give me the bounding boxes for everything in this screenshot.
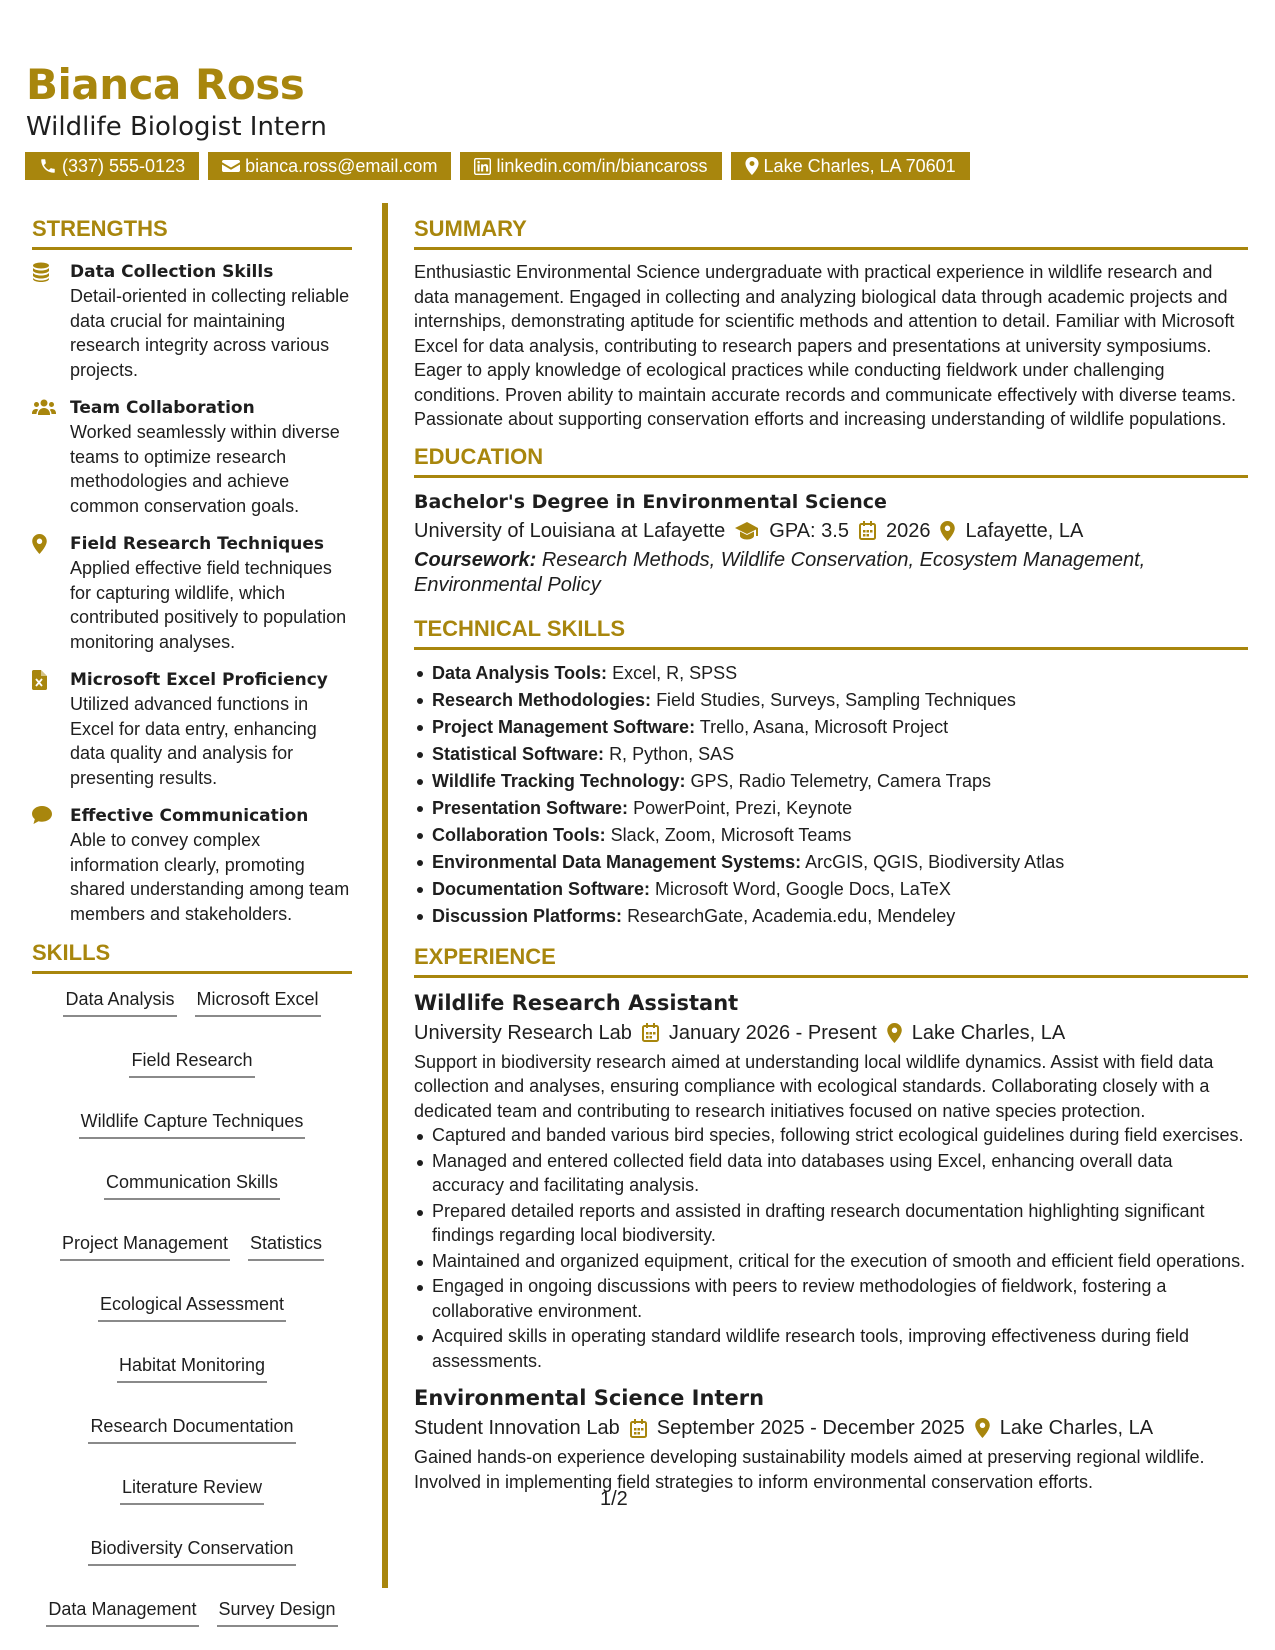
map-pin-icon: [940, 521, 955, 541]
summary-text: Enthusiastic Environmental Science undergraduate with practical experience in wildlife research and data management. Engaged in collecting and analyzing biological data through academic projects and internships, demonstrating aptitude for scientific methods and attention to detail. Familiar with Microsoft Excel for data analysis, contributing to research papers and presentations at university symposiums. Eager to apply knowledge of ecological practices while conducting fieldwork under challenging conditions. Proven ability to maintain accurate records and communicate effectively with diverse teams. Passionate about supporting conservation efforts and increasing understanding of wildlife populations.: [414, 262, 1237, 429]
skill-tag: Data Management: [46, 1598, 198, 1627]
technical-skills-section: [414, 616, 1248, 930]
graduation-cap-icon: [735, 522, 759, 540]
contact-linkedin-text: linkedin.com/in/biancaross: [496, 155, 708, 176]
list-item: Captured and banded various bird species, following strict ecological guidelines during field exercises.: [414, 1123, 1248, 1148]
strength-desc: Utilized advanced functions in Excel for data entry, enhancing data quality and analysis for presenting results.: [70, 694, 317, 788]
gpa: GPA: 3.5: [769, 519, 849, 542]
strength-title: Microsoft Excel Proficiency: [70, 670, 328, 690]
list-item: Wildlife Tracking Technology: GPS, Radio Telemetry, Camera Traps: [414, 768, 1248, 795]
technical-skills-heading: TECHNICAL SKILLS: [414, 616, 1248, 650]
contact-linkedin[interactable]: [460, 152, 721, 180]
list-item: Environmental Data Management Systems: ArcGIS, QGIS, Biodiversity Atlas: [414, 849, 1248, 876]
job-dates: January 2026 - Present: [668, 1021, 877, 1044]
skill-tag: Statistics: [248, 1232, 324, 1261]
education-section: [414, 444, 1248, 598]
skill-tag: Microsoft Excel: [195, 988, 321, 1017]
list-item: Presentation Software: PowerPoint, Prezi, Keynote: [414, 795, 1248, 822]
list-item: Acquired skills in operating standard wildlife research tools, improving effectiveness during field assessments.: [414, 1324, 1248, 1373]
job-org: University Research Lab: [414, 1021, 632, 1044]
page-number: 1/2: [600, 1488, 628, 1510]
job-meta: [414, 1018, 1248, 1048]
left-column: [32, 216, 352, 1627]
technical-skills-list: [414, 660, 1248, 930]
contact-email-text: bianca.ross@email.com: [245, 155, 438, 176]
skill-tag: Research Documentation: [88, 1415, 295, 1444]
skill-tag: Habitat Monitoring: [117, 1354, 267, 1383]
job-entry: [414, 988, 1248, 1374]
skill-tag: Field Research: [129, 1049, 254, 1078]
list-item: Documentation Software: Microsoft Word, Google Docs, LaTeX: [414, 876, 1248, 903]
job-title: Wildlife Research Assistant: [414, 990, 739, 1015]
contact-phone[interactable]: [25, 152, 199, 180]
job-org: Student Innovation Lab: [414, 1417, 620, 1439]
excel-file-icon: [32, 670, 47, 690]
strengths-heading: STRENGTHS: [32, 216, 352, 250]
list-item: Maintained and organized equipment, critical for the execution of smooth and efficient field operations.: [414, 1249, 1248, 1274]
job-dates: September 2025 - December 2025: [656, 1417, 965, 1439]
strength-item: [32, 260, 352, 382]
education-heading: EDUCATION: [414, 444, 1248, 478]
calendar-icon: [859, 521, 876, 540]
skill-tag: Ecological Assessment: [98, 1293, 286, 1322]
speech-bubble-icon: [32, 806, 52, 824]
users-icon: [32, 398, 56, 416]
list-item: Data Analysis Tools: Excel, R, SPSS: [414, 660, 1248, 687]
right-column: [414, 216, 1248, 1506]
envelope-icon: [222, 158, 240, 174]
strengths-section: [32, 216, 352, 926]
contact-bar: [25, 152, 970, 180]
strength-desc: Applied effective field techniques for capturing wildlife, which contributed positively to population monitoring analyses.: [70, 558, 347, 652]
map-pin-icon: [887, 1023, 902, 1043]
map-pin-icon: [32, 534, 47, 554]
list-item: Discussion Platforms: ResearchGate, Academia.edu, Mendeley: [414, 903, 1248, 930]
strength-item: [32, 804, 352, 926]
list-item: Engaged in ongoing discussions with peers to review methodologies of fieldwork, fostering a collaborative environment.: [414, 1274, 1248, 1323]
skill-tag: Wildlife Capture Techniques: [79, 1110, 306, 1139]
graduation-year: 2026: [885, 519, 931, 542]
skill-tag: Communication Skills: [104, 1171, 280, 1200]
skill-tag: Project Management: [60, 1232, 230, 1261]
job-description: Gained hands-on experience developing sustainability models aimed at preserving regional wildlife. Involved in implementing field strategies to inform environmental conservation efforts.: [414, 1447, 1205, 1492]
skill-tag: Biodiversity Conservation: [88, 1537, 295, 1566]
contact-location-text: Lake Charles, LA 70601: [763, 155, 956, 176]
education-meta: [414, 516, 1248, 546]
summary-section: [414, 216, 1248, 432]
job-entry: [414, 1383, 1248, 1494]
strength-item: [32, 396, 352, 518]
coursework: [414, 548, 1248, 598]
contact-phone-text: (337) 555-0123: [62, 155, 186, 176]
coursework-list: Research Methods, Wildlife Conservation, Ecosystem Management, Environmental Policy: [414, 548, 1146, 596]
experience-section: [414, 944, 1248, 1495]
strength-desc: Worked seamlessly within diverse teams to optimize research methodologies and achieve common conservation goals.: [70, 422, 340, 516]
map-pin-icon: [975, 1418, 990, 1438]
candidate-role: Wildlife Biologist Intern: [26, 112, 327, 142]
experience-heading: EXPERIENCE: [414, 944, 1248, 978]
list-item: Collaboration Tools: Slack, Zoom, Microsoft Teams: [414, 822, 1248, 849]
skills-list: [32, 984, 352, 1627]
school-name: University of Louisiana at Lafayette: [414, 519, 726, 542]
skill-tag: Data Analysis: [63, 988, 176, 1017]
job-bullets: [414, 1123, 1248, 1373]
school-location: Lafayette, LA: [965, 519, 1084, 542]
job-meta: [414, 1413, 1248, 1443]
job-location: Lake Charles, LA: [911, 1021, 1066, 1044]
job-description: Support in biodiversity research aimed at understanding local wildlife dynamics. Assist with field data collection and analyses, ensuring compliance with ecological standards. Collaborating closely with a dedicated team and contributing to research initiatives focused on native species protection.: [414, 1051, 1214, 1121]
skill-tag: Survey Design: [217, 1598, 338, 1627]
calendar-icon: [630, 1419, 647, 1438]
calendar-icon: [642, 1023, 659, 1042]
strength-desc: Able to convey complex information clearly, promoting shared understanding among team members and stakeholders.: [70, 830, 350, 924]
phone-icon: [39, 157, 57, 175]
list-item: Project Management Software: Trello, Asana, Microsoft Project: [414, 714, 1248, 741]
skill-tag: Literature Review: [120, 1476, 264, 1505]
job-title: Environmental Science Intern: [414, 1386, 765, 1410]
skills-section: [32, 940, 352, 1627]
strength-title: Field Research Techniques: [70, 534, 325, 554]
skills-heading: SKILLS: [32, 940, 352, 974]
strength-title: Data Collection Skills: [70, 262, 274, 282]
list-item: Prepared detailed reports and assisted in drafting research documentation highlighting significant findings regarding local biodiversity.: [414, 1199, 1248, 1248]
list-item: Statistical Software: R, Python, SAS: [414, 741, 1248, 768]
database-icon: [32, 262, 50, 282]
job-location: Lake Charles, LA: [999, 1417, 1154, 1439]
degree-title: Bachelor's Degree in Environmental Science: [414, 490, 887, 513]
strength-item: [32, 668, 352, 790]
strength-item: [32, 532, 352, 654]
summary-heading: SUMMARY: [414, 216, 1248, 250]
column-divider: [382, 203, 388, 1588]
candidate-name: Bianca Ross: [26, 60, 305, 109]
strength-title: Team Collaboration: [70, 398, 255, 418]
linkedin-icon: [474, 158, 491, 175]
strength-desc: Detail-oriented in collecting reliable data crucial for maintaining research integrity across various projects.: [70, 286, 350, 380]
strength-title: Effective Communication: [70, 806, 309, 826]
list-item: Research Methodologies: Field Studies, Surveys, Sampling Techniques: [414, 687, 1248, 714]
coursework-label: Coursework:: [414, 548, 537, 571]
list-item: Managed and entered collected field data into databases using Excel, enhancing overall data accuracy and facilitating analysis.: [414, 1149, 1248, 1198]
contact-email[interactable]: [208, 152, 451, 180]
map-pin-icon: [745, 157, 759, 175]
contact-location[interactable]: [731, 152, 970, 180]
